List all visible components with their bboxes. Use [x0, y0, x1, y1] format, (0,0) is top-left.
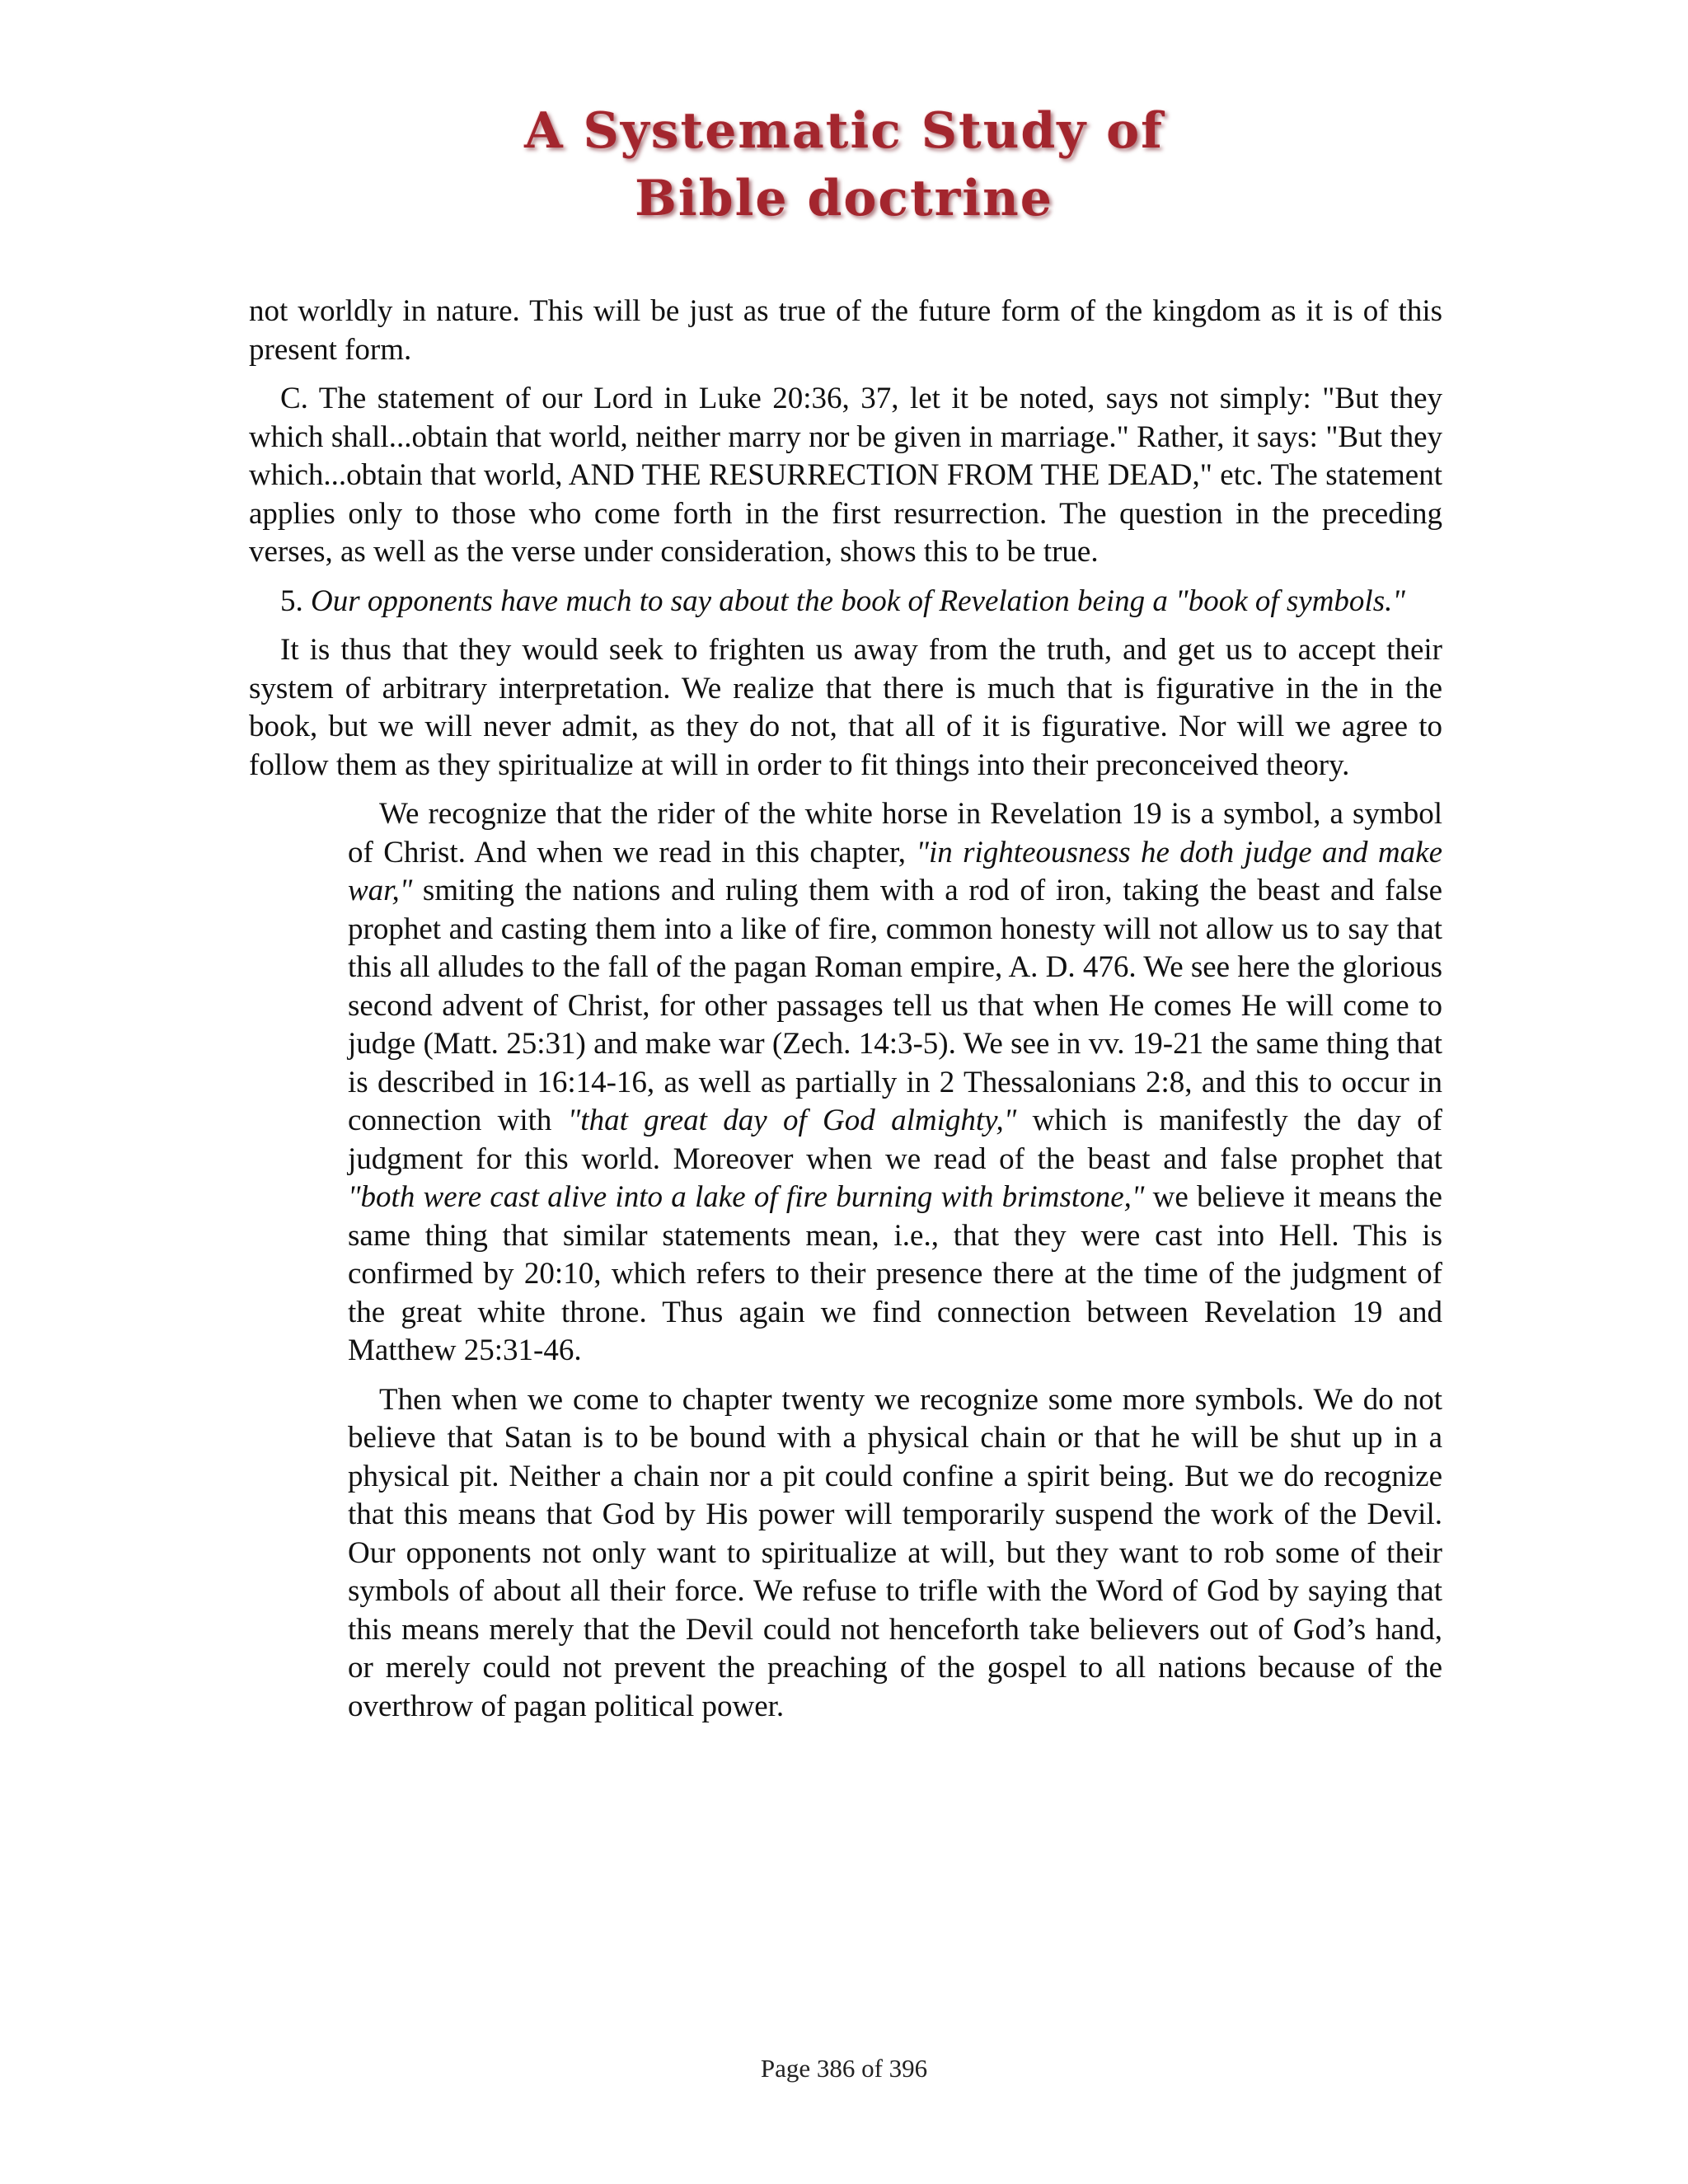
header-title-line-2: Bible doctrine [635, 170, 1053, 227]
text-segment: we believe it means the same thing that similar statements mean, i.e., that they were cast into Hell. This is confirmed by 20:10, which refers to their presence there at the time of the judgment of the great white throne. Thus again we find connection between Revelation 19 and Matthew 25:31-46. [348, 1180, 1442, 1367]
document-body [249, 293, 1442, 1736]
point-number: 5. [280, 583, 311, 618]
quote-italic: "both were cast alive into a lake of fire burning with brimstone," [348, 1180, 1145, 1214]
block-quote-section [348, 795, 1442, 1726]
header-title-line-1: A Systematic Study of [524, 102, 1164, 160]
paragraph-point-c: C. The statement of our Lord in Luke 20:36, 37, let it be noted, says not simply: "But they which shall...obtain that world, neither marry nor be given in marriage." Rather, it says: "But they which...obtain that world, AND THE RESURRECTION FROM THE DEAD," etc. The statement applies only to those who come forth in the first resurrection. The question in the preceding verses, as well as the verse under consideration, shows this to be true. [249, 382, 1442, 569]
text-segment: We recognize that the rider of the white horse in Revelation 19 is a symbol, a symbol of Christ. And when we read in this chapter, [348, 797, 1442, 869]
quote-italic: "that great day of God almighty," [567, 1104, 1017, 1137]
page-header-logo [0, 97, 1688, 232]
text-segment: which is manifestly the day of judgment for this world. Moreover when we read of the beast and false prophet that [348, 1104, 1443, 1176]
paragraph-continuation: not worldly in nature. This will be just as true of the future form of the kingdom as it is of this present form. [249, 294, 1442, 367]
quote-italic: "in righteousness he doth judge and make war," [348, 835, 1442, 907]
text-segment: smiting the nations and ruling them with a rod of iron, taking the beast and false prophet and casting them into a like of fire, common honesty will not allow us to say that this all alludes to the fall of the pagan Roman empire, A. D. 476. We see here the glorious second advent of Christ, for other passages tell us that when He comes He will come to judge (Matt. 25:31) and make war (Zech. 14:3-5). We see in vv. 19-21 the same thing that is described in 16:14-16, as well as partially in 2 Thessalonians 2:8, and this to occur in connection with [348, 874, 1443, 1137]
paragraph-frighten: It is thus that they would seek to frighten us away from the truth, and get us to accept their system of arbitrary interpretation. We realize that there is much that is figurative in the in the book, but we will never admit, as they do not, that all of it is figurative. Nor will we agree to follow them as they spiritualize at will in order to fit things into their preconceived theory. [249, 633, 1442, 782]
point-5-heading: Our opponents have much to say about the book of Revelation being a "book of symbols." [311, 583, 1405, 618]
paragraph-white-horse [348, 795, 1442, 1371]
page-number: Page 386 of 396 [760, 2054, 928, 2083]
paragraph-chapter-twenty: Then when we come to chapter twenty we recognize some more symbols. We do not believe that Satan is to be bound with a physical chain or that he will be shut up in a physical pit. Neither a chain nor a pit could confine a spirit being. But we do recognize that this means that God by His power will temporarily suspend the work of the Devil. Our opponents not only want to spiritualize at will, but they want to rob some of their symbols of about all their force. We refuse to trifle with the Word of God by saying that this means merely that the Devil could not henceforth take believers out of God’s hand, or merely could not prevent the preaching of the gospel to all nations because of the overthrow of pagan political power. [348, 1382, 1442, 1723]
paragraph-point-5 [249, 583, 1442, 621]
